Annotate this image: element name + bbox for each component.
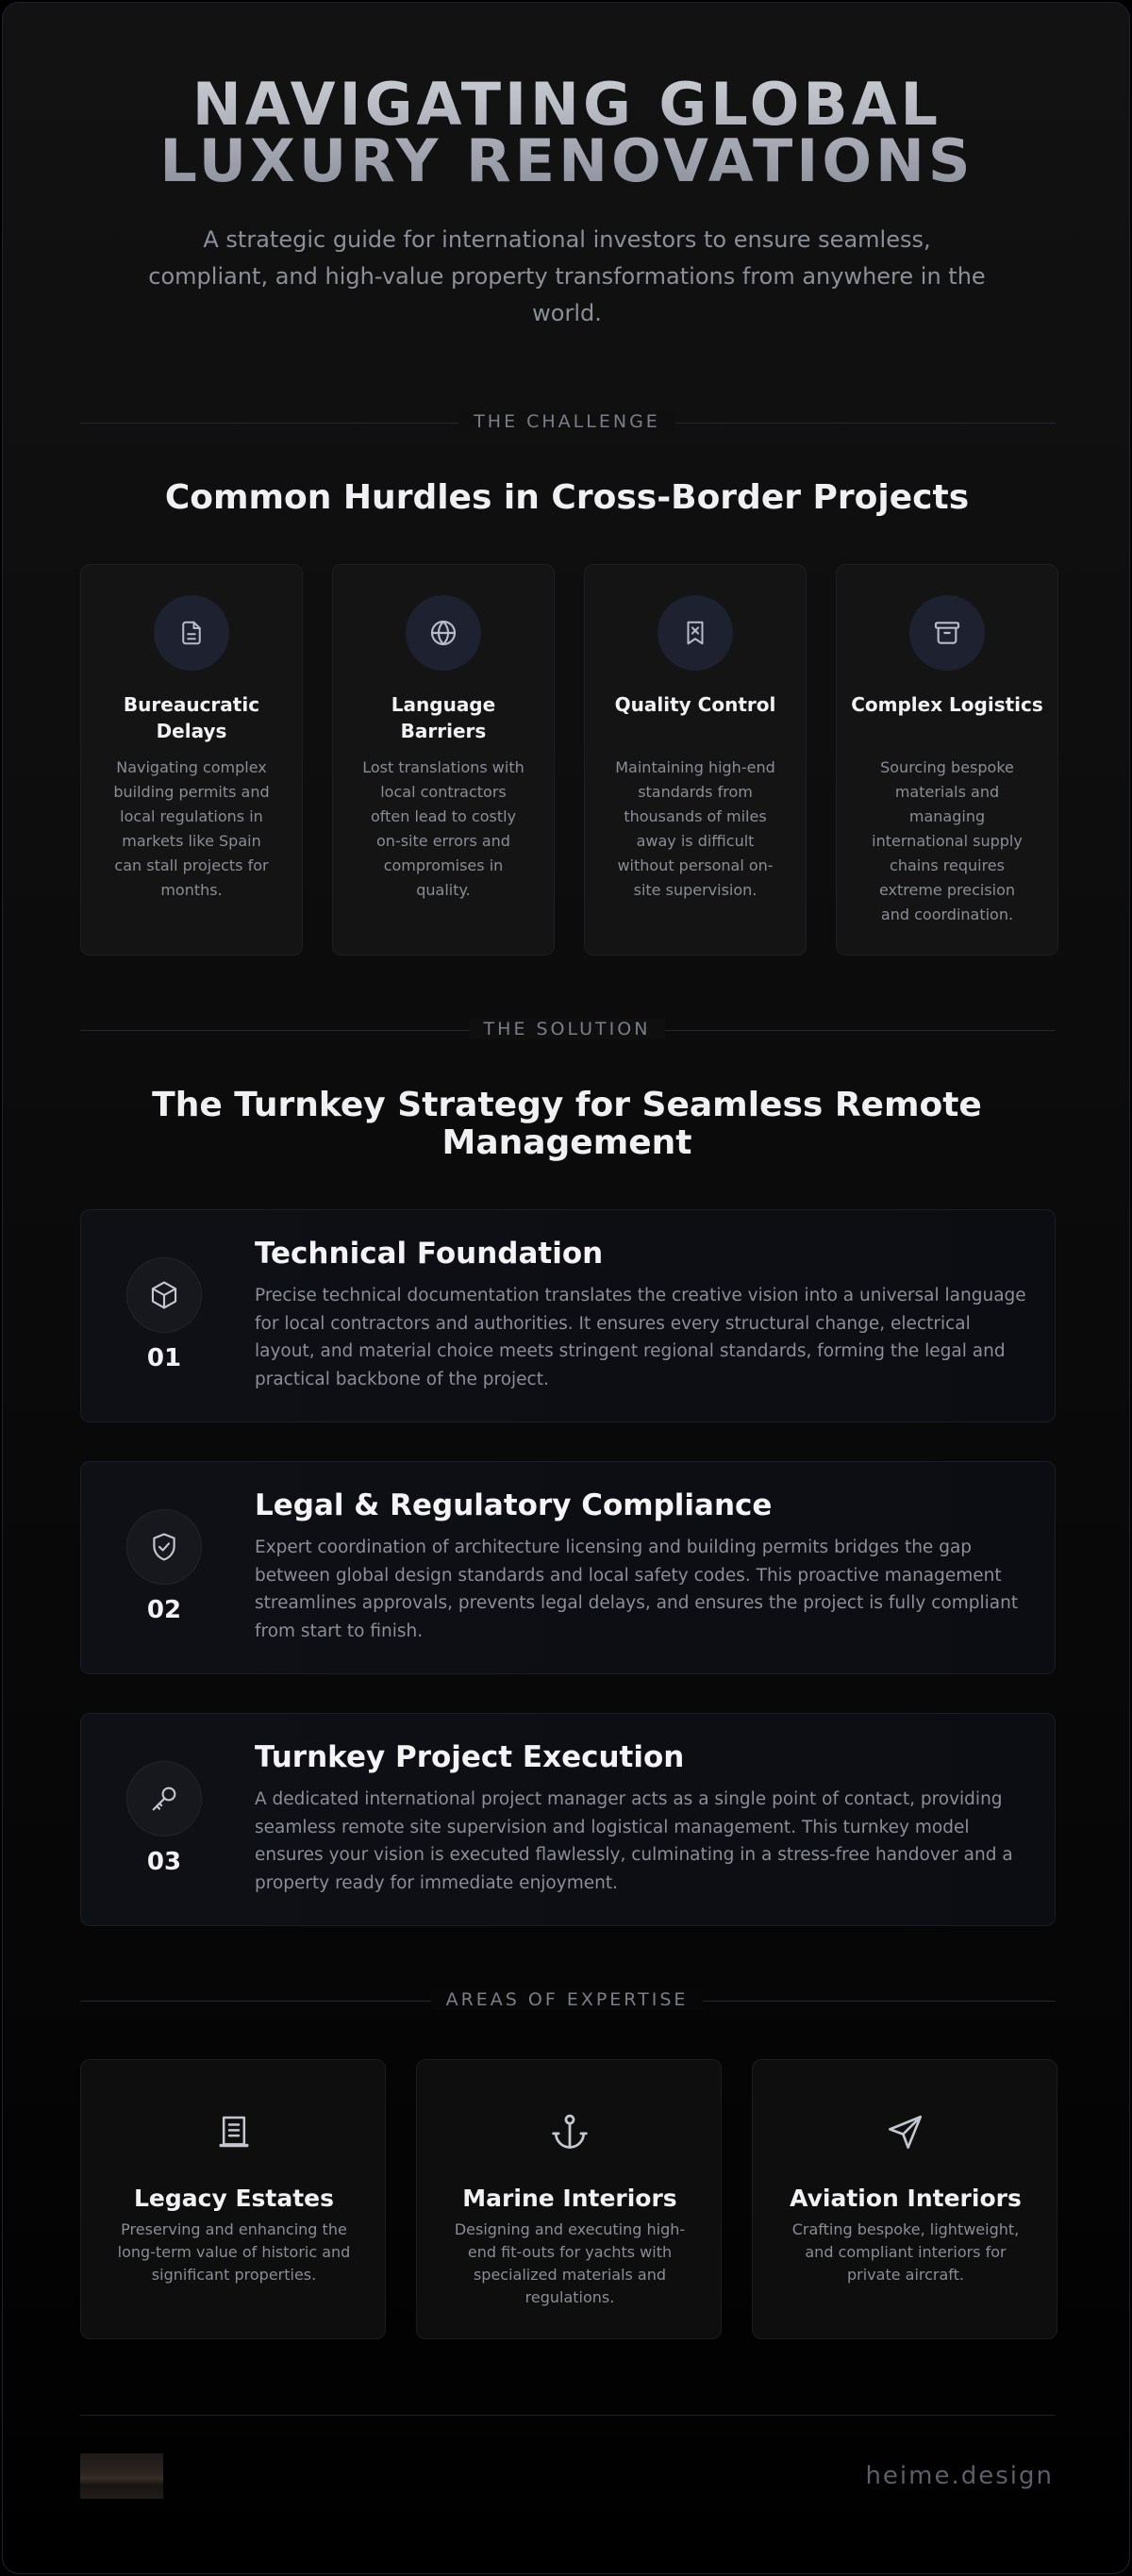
footer-divider <box>80 2415 1056 2416</box>
step-title: Legal & Regulatory Compliance <box>255 1488 773 1522</box>
hurdle-title: Bureaucratic Delays <box>123 693 260 742</box>
expertise-label: AREAS OF EXPERTISE <box>3 1989 1130 2010</box>
globe-icon <box>406 595 481 671</box>
building-icon <box>206 2103 262 2160</box>
expertise-card-aviation-interiors <box>752 2059 1057 2339</box>
strategy-step-turnkey-execution <box>80 1713 1056 1926</box>
hurdle-description: Maintaining high-end standards from thousands of miles away is difficult without personal on-site supervision. <box>615 758 775 899</box>
key-icon <box>126 1761 202 1836</box>
step-title: Technical Foundation <box>255 1237 604 1271</box>
step-title: Turnkey Project Execution <box>255 1740 685 1774</box>
footer-brand: heime.design <box>865 2462 1054 2490</box>
challenge-title: Common Hurdles in Cross-Border Projects <box>164 478 970 517</box>
expertise-description: Crafting bespoke, lightweight, and compliant interiors for private aircraft. <box>791 2220 1020 2284</box>
expertise-description: Designing and executing high-end fit-outs for yachts with specialized materials and regulations. <box>454 2220 686 2306</box>
expertise-title: Marine Interiors <box>462 2185 677 2212</box>
strategy-step-technical-foundation <box>80 1209 1056 1422</box>
hurdle-card-bureaucratic-delays <box>80 564 303 956</box>
hurdle-description: Navigating complex building permits and local regulations in markets like Spain can stall projects for months. <box>113 758 270 899</box>
step-number: 03 <box>146 1848 182 1876</box>
hurdle-card-complex-logistics <box>836 564 1058 956</box>
solution-label: THE SOLUTION <box>3 1019 1130 1039</box>
document-icon <box>154 595 229 671</box>
expertise-title: Legacy Estates <box>133 2185 335 2212</box>
expertise-card-legacy-estates <box>80 2059 386 2339</box>
bookmark-x-icon <box>658 595 733 671</box>
expertise-card-marine-interiors <box>416 2059 722 2339</box>
step-number: 02 <box>146 1596 182 1624</box>
page-subtitle: A strategic guide for international investors to ensure seamless, compliant, and high-value property transformations from anywhere in the world. <box>148 226 986 326</box>
hurdle-title: Complex Logistics <box>851 693 1043 716</box>
step-description: Expert coordination of architecture licensing and building permits bridges the gap between global design standards and local safety codes. This proactive management streamlines approvals, prevents legal delays, and ensures the project is fully compliant from start to finish. <box>255 1537 1019 1641</box>
hurdle-title: Quality Control <box>614 693 776 716</box>
page-title <box>3 70 1130 195</box>
page-title-line-2: LUXURY RENOVATIONS <box>159 126 974 195</box>
expertise-title: Aviation Interiors <box>790 2185 1022 2212</box>
solution-title: The Turnkey Strategy for Seamless Remote Management <box>152 1086 982 1162</box>
hurdle-title: Language Barriers <box>391 693 496 742</box>
infographic-page <box>2 2 1130 2574</box>
strategy-step-legal-compliance <box>80 1461 1056 1674</box>
step-number: 01 <box>146 1344 182 1372</box>
expertise-description: Preserving and enhancing the long-term value of historic and significant properties. <box>117 2220 351 2284</box>
hurdle-card-quality-control <box>584 564 807 956</box>
footer-landscape-thumbnail <box>80 2453 163 2499</box>
challenge-label: THE CHALLENGE <box>3 411 1130 432</box>
step-description: Precise technical documentation translates the creative vision into a universal language for local contractors and authorities. It ensures every structural change, electrical layout, and material choice meets stringent regional standards, forming the legal and practical backbone of the project. <box>255 1286 1026 1389</box>
step-description: A dedicated international project manager acts as a single point of contact, providing seamless remote site supervision and logistical management. This turnkey model ensures your vision is executed flawlessly, culminating in a stress-free handover and a property ready for immediate enjoyment. <box>255 1789 1013 1893</box>
page-title-line-1: NAVIGATING GLOBAL <box>191 70 942 139</box>
shield-check-icon <box>126 1509 202 1585</box>
hurdle-card-language-barriers <box>332 564 555 956</box>
archive-box-icon <box>909 595 985 671</box>
paper-plane-icon <box>877 2103 934 2160</box>
anchor-icon <box>541 2103 598 2160</box>
hurdle-description: Sourcing bespoke materials and managing international supply chains requires extreme precision and coordination. <box>872 758 1023 923</box>
hurdle-description: Lost translations with local contractors often lead to costly on-site errors and compromises in quality. <box>362 758 524 899</box>
cube-icon <box>126 1257 202 1333</box>
